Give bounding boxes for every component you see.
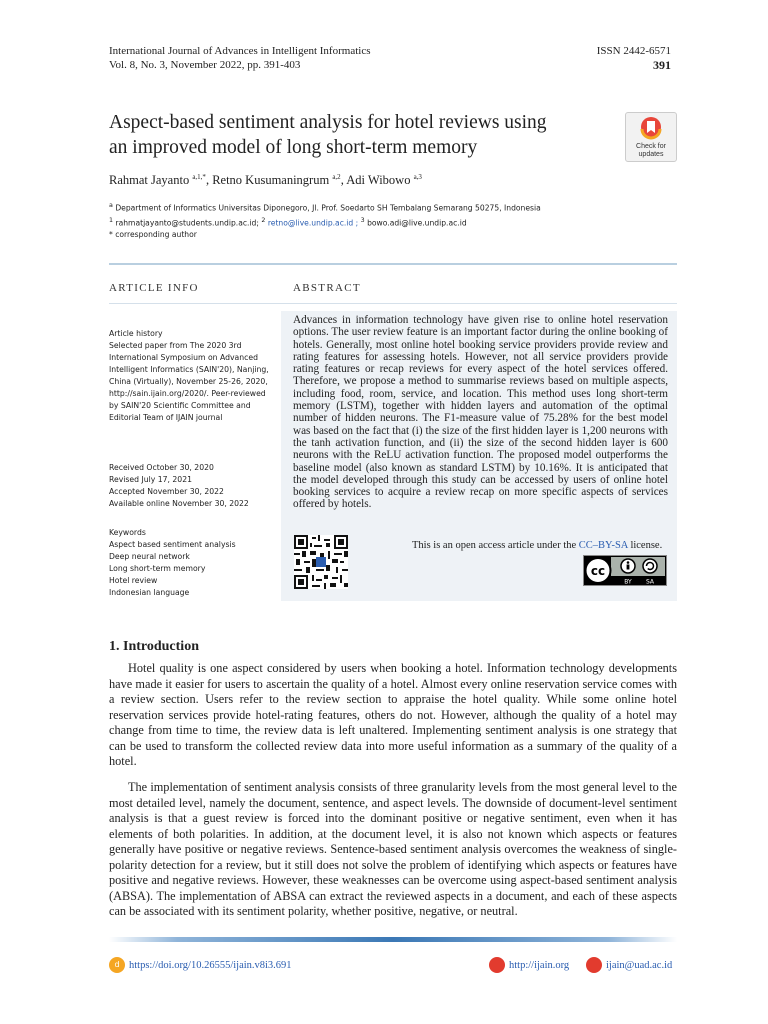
abstract-text: Advances in information technology have given rise to online hotel reservation options. The user review feature is an important factor during the online booking of hotels. Generally, most online hotel booking service providers provide review and rating features for assessing hotels. However, not all service providers provide rating features or recap reviews for every aspect of the hotel services offered. Therefore, we propose a method to summarise reviews based on multiple aspects, including food, room, service, and location. This method uses long short-term memory (LSTM), together with hidden layers and automation of the optimal number of hidden neurons. The F1-measure value of 75.28% for the best model was based on the fact that (i) the size of the first hidden layer is 1,200 neurons with the tanh activation function, and (ii) the size of the second hidden layer is 600 neurons with the ReLU activation function. The proposed model outperforms the baseline model (also known as standard LSTM) by 10.16%. It is anticipated that the model developed through this study can be accessed by users of online hotel booking services to acquire a review recap on more specific aspects of services offered by hotels.	[293, 314, 668, 511]
open-access-suffix: license.	[630, 540, 663, 551]
accepted-date: Accepted November 30, 2022	[109, 487, 224, 496]
globe-icon	[489, 957, 505, 973]
cc-by-sa-license-icon[interactable]	[583, 555, 667, 586]
keyword-item: Aspect based sentiment analysis	[109, 540, 236, 549]
footer-divider	[109, 937, 677, 942]
email-link[interactable]: ijain@uad.ac.id	[606, 959, 673, 971]
corresponding-text: corresponding author	[115, 230, 197, 240]
footer-doi[interactable]	[109, 957, 292, 973]
open-access-text: This is an open access article under the	[412, 540, 577, 551]
mail-icon	[586, 957, 602, 973]
article-dates	[109, 462, 274, 510]
email-2-link[interactable]: retno@live.undip.ac.id ;	[267, 218, 359, 228]
history-text: Selected paper from The 2020 3rd International Symposium on Advanced Intelligent Informatics (SAIN'20), Nanjing, China (Virtually), November 25-26, 2020, http://sain.ijain.org/2020/. Peer-reviewed by SAIN'20 Scientific Committee and Editorial Team of IJAIN journal	[109, 341, 269, 422]
bookmark-icon	[640, 116, 662, 140]
author-sup: a,2	[332, 173, 341, 181]
issn: ISSN 2442-6571	[596, 45, 671, 57]
divider	[109, 303, 677, 304]
journal-volume: Vol. 8, No. 3, November 2022, pp. 391-403	[109, 59, 301, 71]
divider	[109, 263, 677, 265]
author-name: Retno Kusumaningrum	[212, 173, 330, 188]
received-date: Received October 30, 2020	[109, 463, 214, 472]
badge-line-1: Check for	[636, 143, 666, 150]
author-sup: a,3	[413, 173, 422, 181]
title-line-2: an improved model of long short-term memory	[109, 137, 478, 158]
keyword-item: Long short-term memory	[109, 564, 206, 573]
page-number: 391	[653, 58, 671, 72]
keywords-heading: Keywords	[109, 528, 146, 537]
badge-line-2: updates	[638, 151, 664, 158]
paper-title	[109, 110, 599, 160]
keywords	[109, 527, 274, 599]
author-sup: a,1,*	[192, 173, 206, 181]
cc-by-label: BY	[624, 578, 632, 586]
open-access-statement	[412, 540, 662, 551]
doi-link[interactable]: https://doi.org/10.26555/ijain.v8i3.691	[129, 959, 292, 971]
email-1: rahmatjayanto@students.undip.ac.id;	[115, 218, 259, 228]
affiliation-dept: $^a$ Department of Informatics Universitas Diponegoro, Jl. Prof. Soedarto SH Tembalang Semarang 50275, Indonesia	[109, 202, 541, 213]
author-name: Rahmat Jayanto	[109, 173, 190, 188]
history-heading: Article history	[109, 329, 163, 338]
title-line-1: Aspect-based sentiment analysis for hotel reviews using	[109, 112, 547, 133]
intro-paragraph-2: The implementation of sentiment analysis consists of three granularity levels from the most general level to the most detailed level, namely the document, sentence, and aspect levels. The downside of document-level sentiment analysis is that a guest review is forced into the dominant positive or negative sentiment, even when it has elements of both polarities. In addition, at the document level, it is also not known which aspects or features generally have positive or negative reviews. Sentence-based sentiment analysis overcomes the weakness of single-polarity detection for a review, but it still does not solve the problem of identifying which aspects or features have positive and negative reviews. However, these weaknesses can be overcome using aspect-based sentiment analysis (ABSA). The implementation of ABSA can extract the reviewed aspects in a document, and each of these aspects can be associated with its sentiment polarity, whether positive, negative, or neutral.	[109, 780, 677, 918]
revised-date: Revised July 17, 2021	[109, 475, 192, 484]
article-info-heading: ARTICLE INFO	[109, 282, 199, 294]
keyword-item: Deep neural network	[109, 552, 190, 561]
affiliation-emails: $^1$ rahmatjayanto@students.undip.ac.id; $^2$ retno@live.undip.ac.id ; $^3$ bowo.adi@live.undip.ac.id	[109, 216, 467, 228]
email-3: bowo.adi@live.undip.ac.id	[367, 218, 467, 228]
dept-text: Department of Informatics Universitas Diponegoro, Jl. Prof. Soedarto SH Tembalang Semarang 50275, Indonesia	[115, 203, 541, 213]
qr-code-icon[interactable]	[294, 535, 348, 589]
affiliations	[109, 200, 541, 241]
abstract-heading: ABSTRACT	[293, 282, 361, 294]
keyword-item: Indonesian language	[109, 588, 190, 597]
doi-icon: d	[109, 957, 125, 973]
cc-by-sa-link[interactable]: CC–BY-SA	[578, 540, 628, 551]
journal-name: International Journal of Advances in Intelligent Informatics	[109, 45, 371, 57]
authors: Rahmat Jayanto $^{a,1,*}$, Retno Kusumaningrum $^{a,2}$, Adi Wibowo $^{a,3}$	[109, 173, 422, 188]
article-history	[109, 328, 274, 424]
intro-paragraph-1: Hotel quality is one aspect considered by users when booking a hotel. Information technology developments have made it easier for users to ascertain the quality of a hotel. Almost every online reservation service comes with a review section. Users refer to the review section to appraise the hotel quality. While some online hotel reservation services provide hotel-rating features, others do not. However, although the quality of a hotel may change from time to time, the review data is left unaltered. Implementing sentiment analysis is one strategy that can be used to transform the collected review data into more useful information as a summary of the quality of a hotel.	[109, 661, 677, 768]
svg-text:cc: cc	[590, 564, 606, 578]
keyword-item: Hotel review	[109, 576, 158, 585]
web-link[interactable]: http://ijain.org	[509, 959, 570, 971]
section-heading-introduction: 1. Introduction	[109, 639, 199, 654]
journal-header	[109, 44, 370, 72]
corresponding-note: * corresponding author	[109, 230, 197, 240]
footer-web[interactable]	[489, 957, 569, 973]
cc-sa-label: SA	[645, 578, 655, 586]
issn-block	[597, 44, 671, 72]
author-name: Adi Wibowo	[346, 173, 411, 188]
footer-email[interactable]	[586, 957, 672, 973]
check-for-updates-badge[interactable]	[625, 112, 677, 162]
available-date: Available online November 30, 2022	[109, 499, 249, 508]
